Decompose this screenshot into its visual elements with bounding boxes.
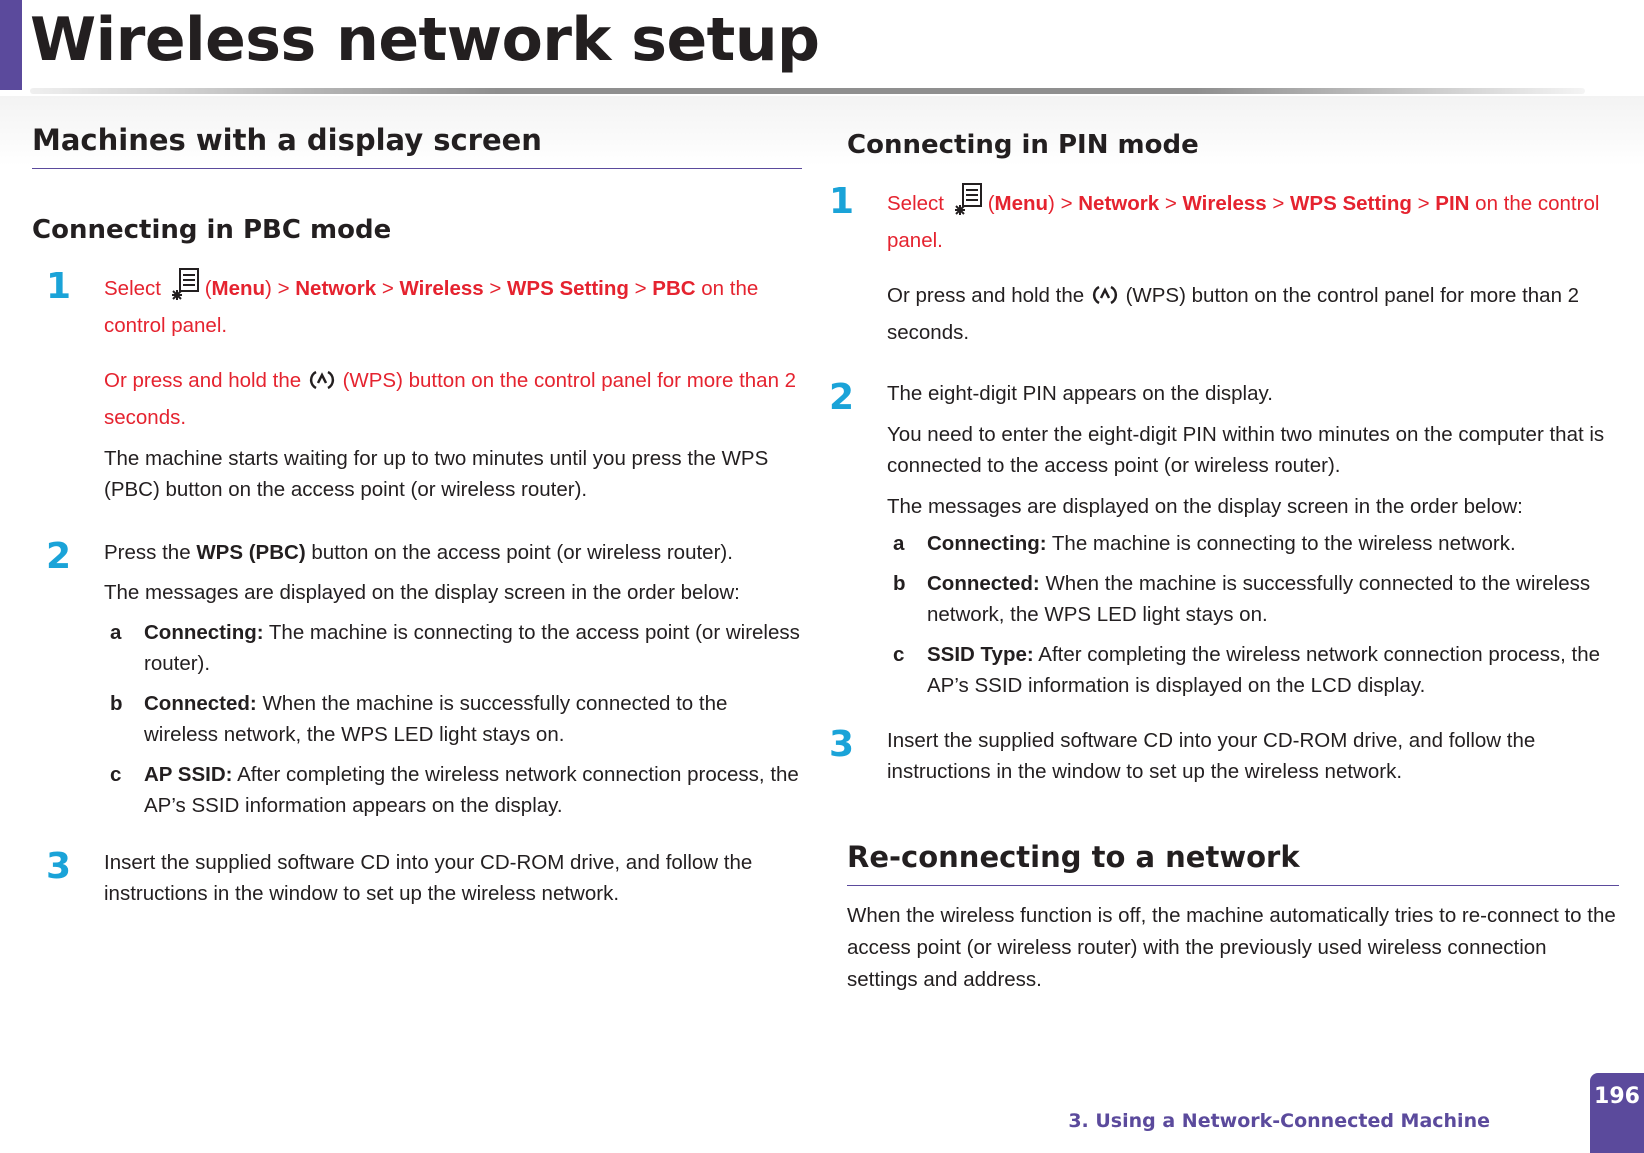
list-text: When the machine is successfully connected to the wireless network, the WPS LED light stays on. — [927, 572, 1591, 626]
list-item — [104, 759, 802, 821]
step-number: 2 — [46, 536, 72, 577]
list-text: After completing the wireless network connection process, the AP’s SSID information is displayed on the LCD display. — [927, 643, 1601, 697]
page-number: 196 — [1590, 1073, 1644, 1153]
wps-pbc-button-name: WPS (PBC) — [196, 541, 306, 564]
list-item — [104, 688, 802, 750]
list-letter: b — [893, 572, 906, 595]
press-rest-text: button on the access point (or wireless router). — [311, 541, 733, 564]
step-number: 3 — [829, 724, 855, 765]
list-letter: a — [893, 532, 905, 555]
list-term: AP SSID: — [144, 763, 233, 786]
list-term: Connected: — [927, 572, 1040, 595]
on-panel-text: on the control panel. — [104, 277, 759, 337]
list-text: The machine is connecting to the access point (or wireless router). — [144, 621, 800, 675]
list-term: Connected: — [144, 692, 257, 715]
wps-icon — [309, 367, 335, 402]
title-rule — [30, 88, 1585, 94]
reconnect-text: When the wireless function is off, the machine automatically tries to re-connect to the access point (or wireless router) with the previously used wireless connection settings and address. — [847, 904, 1616, 991]
pin-step-1-menu-path: Select (Menu) > Network > Wireless > WPS Setting > PIN on the control panel. — [887, 182, 1619, 256]
left-column — [32, 120, 802, 909]
pin-step-1-wps-hold — [887, 280, 1619, 348]
list-letter: b — [110, 692, 123, 715]
pbc-step-1-menu-path: Select (Menu) > Network > Wireless > WPS Setting > PBC on the control panel. — [104, 267, 802, 341]
list-item — [887, 639, 1619, 701]
pin-step-2-text: The eight-digit PIN appears on the display. — [887, 382, 1273, 405]
pbc-step-2 — [32, 537, 802, 821]
wps-suffix-text: (WPS) button on the control panel for more than 2 seconds. — [104, 369, 797, 429]
pbc-step-3 — [32, 847, 802, 909]
network-label: Network — [295, 277, 377, 300]
list-letter: a — [110, 621, 122, 644]
step-number: 2 — [829, 377, 855, 418]
list-text: After completing the wireless network connection process, the AP’s SSID information appears on the display. — [144, 763, 799, 817]
right-column — [829, 120, 1619, 996]
step-number: 3 — [46, 846, 72, 887]
select-label: Select — [887, 192, 944, 215]
list-text: When the machine is successfully connected to the wireless network, the WPS LED light stays on. — [144, 692, 728, 746]
section-heading-reconnecting: Re-connecting to a network — [847, 837, 1619, 886]
wireless-label: Wireless — [399, 277, 484, 300]
pin-step-2-note: You need to enter the eight-digit PIN within two minutes on the computer that is connected to the access point (or wireless router). — [887, 423, 1605, 477]
footer-chapter: 3. Using a Network-Connected Machine — [1068, 1110, 1490, 1132]
step-number: 1 — [46, 266, 72, 307]
list-letter: c — [893, 643, 905, 666]
pbc-step-2-text — [104, 537, 802, 568]
list-item — [887, 528, 1619, 559]
on-panel-text: on the control panel. — [887, 192, 1600, 252]
section-heading-display-machines: Machines with a display screen — [32, 120, 802, 169]
page-title: Wireless network setup — [30, 5, 820, 75]
wps-suffix-text: (WPS) button on the control panel for more than 2 seconds. — [887, 284, 1580, 344]
menu-icon — [952, 182, 986, 225]
wps-icon — [1092, 282, 1118, 317]
pbc-label: PBC — [652, 277, 696, 300]
pin-step-1 — [829, 181, 1619, 348]
list-term: Connecting: — [927, 532, 1047, 555]
list-item — [887, 568, 1619, 630]
pin-messages-intro: The messages are displayed on the display screen in the order below: — [887, 495, 1523, 518]
list-term: Connecting: — [144, 621, 264, 644]
list-term: SSID Type: — [927, 643, 1034, 666]
or-press-text: Or press and hold the — [887, 284, 1085, 307]
wireless-label: Wireless — [1182, 192, 1267, 215]
subheading-pbc-mode: Connecting in PBC mode — [32, 215, 392, 245]
menu-label: Menu — [994, 192, 1049, 215]
pin-step-2 — [829, 377, 1619, 701]
list-letter: c — [110, 763, 122, 786]
wps-setting-label: WPS Setting — [1290, 192, 1412, 215]
press-the-text: Press the — [104, 541, 191, 564]
menu-label: Menu — [211, 277, 266, 300]
list-item — [104, 617, 802, 679]
or-press-text: Or press and hold the — [104, 369, 302, 392]
pin-step-3 — [829, 724, 1619, 787]
menu-icon — [169, 267, 203, 310]
pbc-step-1-wps-hold — [104, 365, 802, 433]
pbc-step-1 — [32, 267, 802, 505]
wps-setting-label: WPS Setting — [507, 277, 629, 300]
pin-step-3-text: Insert the supplied software CD into your CD-ROM drive, and follow the instructions in the window to set up the wireless network. — [887, 729, 1536, 783]
select-label: Select — [104, 277, 161, 300]
network-label: Network — [1078, 192, 1160, 215]
step-number: 1 — [829, 181, 855, 222]
pbc-step-1-note: The machine starts waiting for up to two minutes until you press the WPS (PBC) button on the access point (or wireless router). — [104, 447, 769, 501]
pbc-step-3-text: Insert the supplied software CD into your CD-ROM drive, and follow the instructions in the window to set up the wireless network. — [104, 851, 753, 905]
pbc-messages-intro: The messages are displayed on the display screen in the order below: — [104, 581, 740, 604]
pin-label: PIN — [1435, 192, 1470, 215]
subheading-pin-mode: Connecting in PIN mode — [847, 130, 1199, 160]
list-text: The machine is connecting to the wireless network. — [1051, 532, 1516, 555]
title-accent-bar — [0, 0, 22, 90]
